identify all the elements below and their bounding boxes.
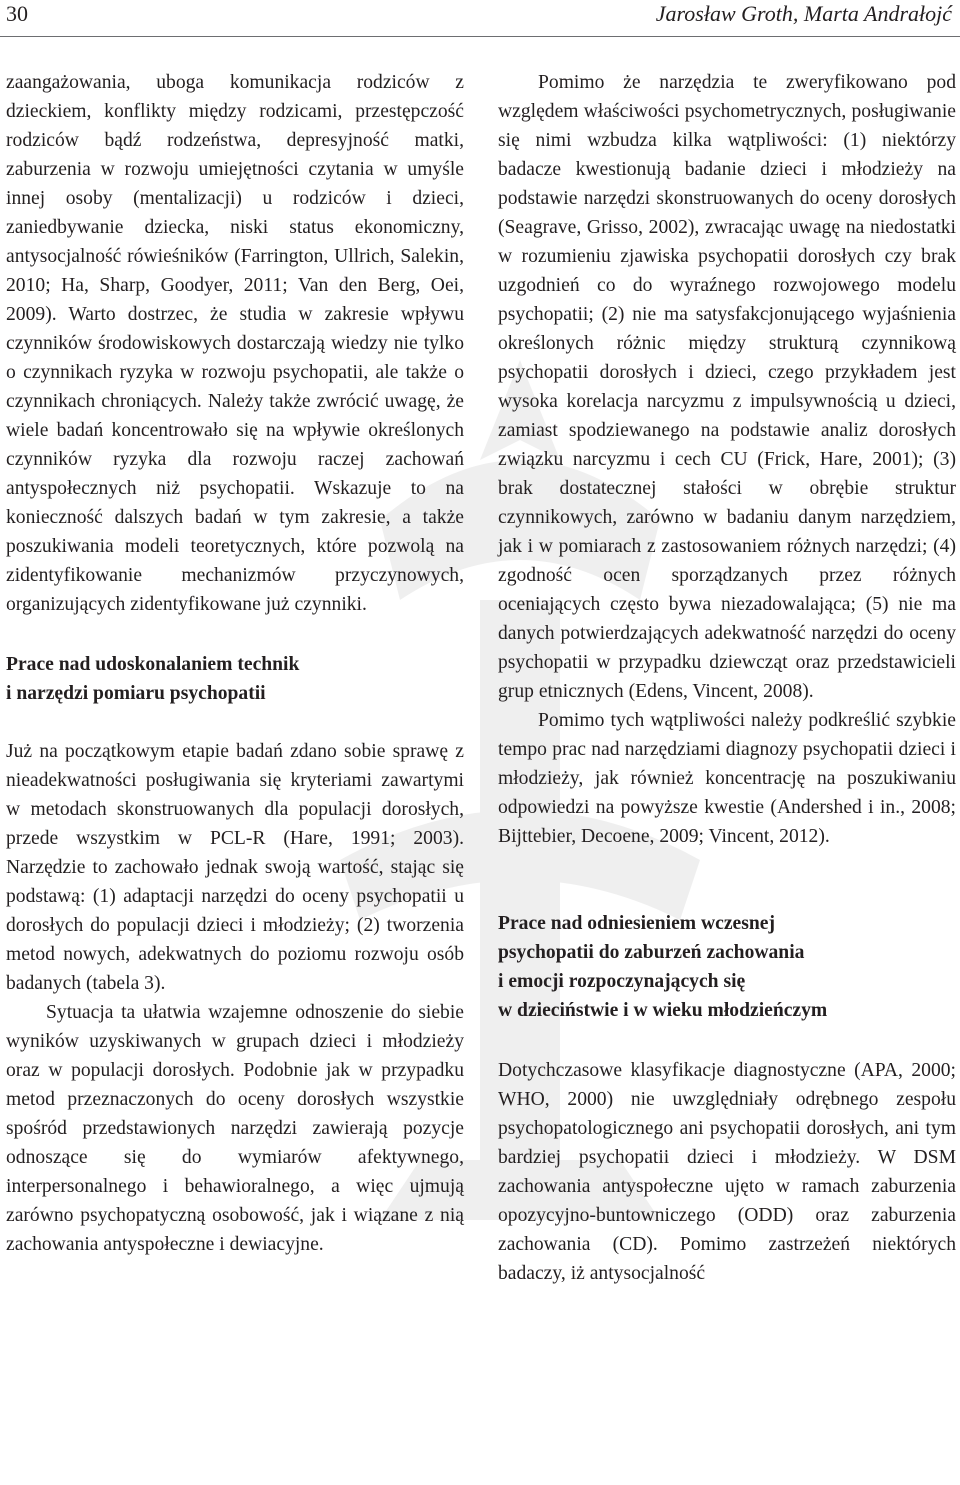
section-heading-line: i emocji rozpoczynających się [498,971,746,992]
section-heading-line: i narzędzi pomiaru psychopatii [6,683,266,704]
left-column [6,68,464,1259]
paragraph: Pomimo że narzędzia te zweryfikowano pod względem właściwości psychometrycznych, posługiwanie się nimi wzbudza kilka wątpliwości: (1) niektórzy badacze kwestionują badanie dzieci i młodzieży na podstawie narzędzi skonstruowanych do oceny dorosłych (Seagrave, Grisso, 2002), zwracając uwagę na niedostatki w rozumieniu zjawiska psychopatii dorosłych czy brak uzgodnień co do wyraźnego rozwojowego modelu psychopatii; (2) nie ma satysfakcjonującego wyjaśnienia określonych różnic między strukturą czynnikową psychopatii dorosłych i dzieci, czego przykładem jest wysoka korelacja narcyzmu z impulsywnością u dzieci, zamiast spodziewanego na podstawie analiz dorosłych związku narcyzmu i cech CU (Frick, Hare, 2001); (3) brak dostatecznej stałości w obrębie struktur czynnikowych, zarówno w badaniu danym narzędziem, jak i w pomiarach z zastosowaniem różnych narzędzi; (4) zgodność ocen sporządzanych przez różnych oceniających często bywa niezadowalająca; (5) nie ma danych potwierdzających adekwatność narzędzi do oceny psychopatii w przypadku dziewcząt oraz przedstawicieli grup etnicznych (Edens, Vincent, 2008). [498,72,956,702]
paragraph: Dotychczasowe klasyfikacje diagnostyczne (APA, 2000; WHO, 2000) nie uwzględniały odrębnego zespołu psychopatologicznego ani psychopatii dorosłych, ani tym bardziej psychopatii dzieci i młodzieży. W DSM zachowania antyspołeczne ujęto w ramach zaburzenia opozycyjno-buntowniczego (ODD) oraz zaburzenia zachowania (CD). Pomimo zastrzeżeń niektórych badaczy, iż antysocjalność [498,1060,956,1284]
page-number: 30 [6,1,28,26]
paragraph: zaangażowania, uboga komunikacja rodziców z dzieckiem, konflikty między rodzicami, przestępczość rodziców bądź rodzeństwa, depresyjność matki, zaburzenia w rozwoju umiejętności czytania w umyśle innej osoby (mentalizacji) u rodziców i dzieci, zaniedbywanie dziecka, niski status ekonomiczny, antysocjalność rówieśników (Farrington, Ullrich, Salekin, 2010; Ha, Sharp, Goodyer, 2011; Van den Berg, Oei, 2009). Warto dostrzec, że studia w zakresie wpływu czynników środowiskowych dostarczają wiedzy nie tylko o czynnikach ryzyka w rozwoju psychopatii, ale także o czynnikach chroniących. Należy także zwrócić uwagę, że wiele badań koncentrowało się na wpływie określonych czynników ryzyka dla rozwoju raczej zachowań antyspołecznych niż psychopatii. Wskazuje to na konieczność dalszych badań w tym zakresie, a także poszukiwania modeli teoretycznych, które pozwolą na zidentyfikowanie mechanizmów przyczynowych, organizujących zidentyfikowane już czynniki. [6,72,464,615]
paragraph: Pomimo tych wątpliwości należy podkreślić szybkie tempo prac nad narzędziami diagnozy psychopatii dzieci i młodzieży, jak również koncentrację na poszukiwaniu odpowiedzi na powyższe kwestie (Andershed i in., 2008; Bijttebier, Decoene, 2009; Vincent, 2012). [498,710,956,847]
section-heading-line: w dzieciństwie i w wieku młodzieńczym [498,1000,828,1021]
paragraph: Sytuacja ta ułatwia wzajemne odnoszenie do siebie wyników uzyskiwanych w grupach dzieci i młodzieży oraz w populacji dorosłych. Podobnie jak w przypadku metod przeznaczonych do oceny dorosłych wszystkie spośród przedstawionych narzędzi zawierają pozycje odnoszące się do wymiarów afektywnego, interpersonalnego i behawioralnego, a więc ujmują zarówno psychopatyczną osobowość, jak i wiązane z nią zachowania antyspołeczne i dewiacyjne. [6,1002,464,1255]
section-heading [6,650,464,708]
section-heading [498,909,956,1025]
section-heading-line: Prace nad udoskonalaniem technik [6,654,300,675]
running-head: Jarosław Groth, Marta Andrałojć [655,1,952,26]
paragraph: Już na początkowym etapie badań zdano sobie sprawę z nieadekwatności posługiwania się kryteriami zawartymi w metodach skonstruowanych dla populacji dorosłych, przede wszystkim w PCL-R (Hare, 1991; 2003). Narzędzie to zachowało jednak swoją wartość, stając się podstawą: (1) adaptacji narzędzi do oceny psychopatii u dorosłych do populacji dzieci i młodzieży; (2) tworzenia metod nowych, adekwatnych do poziomu rozwoju osób badanych (tabela 3). [6,741,464,994]
right-column [498,68,956,1288]
section-heading-line: Prace nad odniesieniem wczesnej [498,913,775,934]
section-heading-line: psychopatii do zaburzeń zachowania [498,942,805,963]
header-rule [0,36,960,37]
